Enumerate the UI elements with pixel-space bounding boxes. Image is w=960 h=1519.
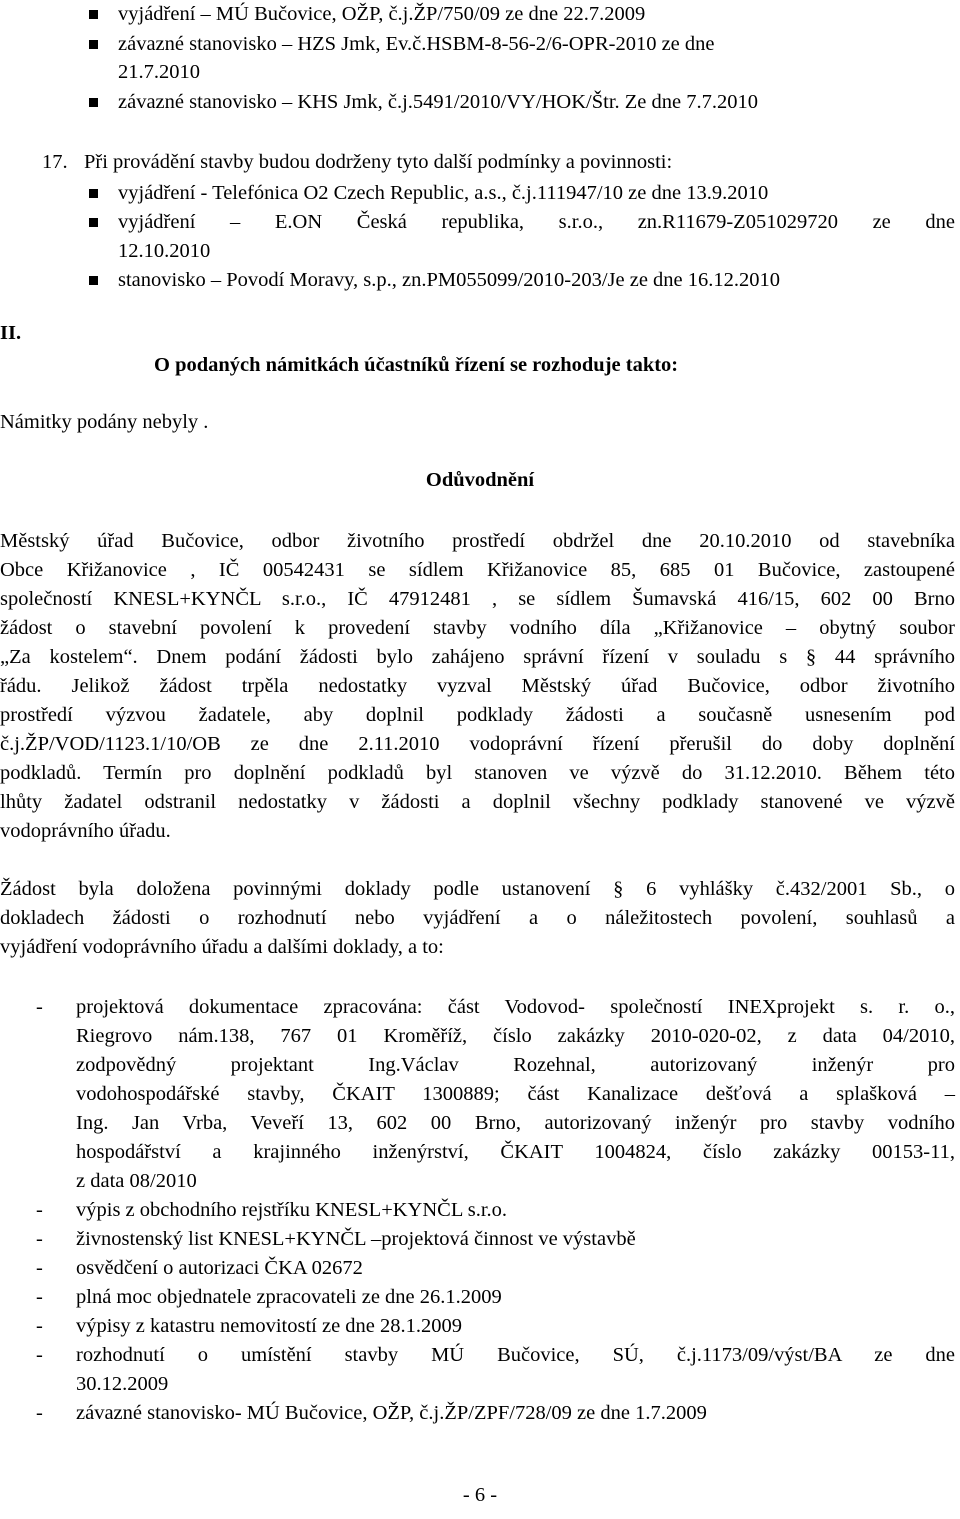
paragraph-line: č.j.ŽP/VOD/1123.1/10/OB ze dne 2.11.2010 vodoprávní řízení přerušil do doby doplnění <box>0 733 955 755</box>
bullet-item: vyjádření – E.ON Česká republika, s.r.o., zn.R11679-Z051029720 ze dne <box>118 211 955 233</box>
section-text: Námitky podány nebyly . <box>0 411 209 433</box>
paragraph-line: Obce Křižanovice , IČ 00542431 se sídlem Křižanovice 85, 685 01 Bučovice, zastoupené <box>0 559 955 581</box>
dash-marker: - <box>36 1257 43 1279</box>
bullet-item: vyjádření - Telefónica O2 Czech Republic, a.s., č.j.111947/10 ze dne 13.9.2010 <box>118 182 769 204</box>
item-number: 17. <box>42 151 68 173</box>
paragraph-line: řádu. Jelikož žádost trpěla nedostatky vyzval Městský úřad Bučovice, odbor životního <box>0 675 955 697</box>
bullet-square <box>89 40 98 49</box>
dash-marker: - <box>36 1228 43 1250</box>
dash-item-line: Ing. Jan Vrba, Veveří 13, 602 00 Brno, autorizovaný inženýr pro stavby vodního <box>76 1112 955 1134</box>
dash-item-line: rozhodnutí o umístění stavby MÚ Bučovice, SÚ, č.j.1173/09/výst/BA ze dne <box>76 1344 955 1366</box>
dash-marker: - <box>36 1344 43 1366</box>
paragraph-line: dokladech žádosti o rozhodnutí nebo vyjádření a o náležitostech povolení, souhlasů a <box>0 907 955 929</box>
bullet-square <box>89 218 98 227</box>
dash-item-line: výpisy z katastru nemovitostí ze dne 28.1.2009 <box>76 1315 463 1337</box>
paragraph-line: Žádost byla doložena povinnými doklady podle ustanovení § 6 vyhlášky č.432/2001 Sb., o <box>0 878 955 900</box>
paragraph-line: „Za kostelem“. Dnem podání žádosti bylo zahájeno správní řízení v souladu s § 44 správního <box>0 646 955 668</box>
dash-item-line: zodpovědný projektant Ing.Václav Rozehnal, autorizovaný inženýr pro <box>76 1054 955 1076</box>
dash-marker: - <box>36 996 43 1018</box>
dash-item-line: 30.12.2009 <box>76 1373 169 1395</box>
page-number: - 6 - <box>462 1484 498 1506</box>
bullet-item: závazné stanovisko – KHS Jmk, č.j.5491/2010/VY/HOK/Štr. Ze dne 7.7.2010 <box>118 91 758 113</box>
dash-item-line: Riegrovo nám.138, 767 01 Kroměříž, číslo zakázky 2010-020-02, z data 04/2010, <box>76 1025 955 1047</box>
paragraph-line: Městský úřad Bučovice, odbor životního prostředí obdržel dne 20.10.2010 od stavebníka <box>0 530 955 552</box>
paragraph-line: společností KNESL+KYNČL s.r.o., IČ 47912481 , se sídlem Šumavská 416/15, 602 00 Brno <box>0 588 955 610</box>
dash-item-line: osvědčení o autorizaci ČKA 02672 <box>76 1257 363 1279</box>
dash-item-line: živnostenský list KNESL+KYNČL –projektová činnost ve výstavbě <box>76 1228 636 1250</box>
item-text: Při provádění stavby budou dodrženy tyto další podmínky a povinnosti: <box>84 151 673 173</box>
bullet-item: závazné stanovisko – HZS Jmk, Ev.č.HSBM-8-56-2/6-OPR-2010 ze dne <box>118 33 715 55</box>
bullet-square <box>89 189 98 198</box>
dash-marker: - <box>36 1315 43 1337</box>
bullet-square <box>89 10 98 19</box>
bullet-item: vyjádření – MÚ Bučovice, OŽP, č.j.ŽP/750/09 ze dne 22.7.2009 <box>118 3 646 25</box>
section-heading: O podaných námitkách účastníků řízení se rozhoduje takto: <box>154 354 679 376</box>
bullet-item-continuation: 12.10.2010 <box>118 240 211 262</box>
dash-marker: - <box>36 1402 43 1424</box>
paragraph-line: lhůty žadatel odstranil nedostatky v žádosti a doplnil všechny podklady stanovené ve výzvě <box>0 791 955 813</box>
section-number: II. <box>0 322 22 344</box>
dash-item-line: projektová dokumentace zpracována: část Vodovod- společností INEXprojekt s. r. o., <box>76 996 955 1018</box>
bullet-square <box>89 98 98 107</box>
bullet-item-continuation: 21.7.2010 <box>118 61 200 83</box>
dash-item-line: plná moc objednatele zpracovateli ze dne 26.1.2009 <box>76 1286 502 1308</box>
paragraph-line: vodoprávního úřadu. <box>0 820 171 842</box>
paragraph-line: žádost o stavební povolení k provedení stavby vodního díla „Křižanovice – obytný soubor <box>0 617 955 639</box>
dash-item-line: z data 08/2010 <box>76 1170 197 1192</box>
dash-marker: - <box>36 1286 43 1308</box>
paragraph-line: prostředí výzvou žadatele, aby doplnil podklady žádosti a současně usnesením pod <box>0 704 955 726</box>
bullet-square <box>89 276 98 285</box>
bullet-item: stanovisko – Povodí Moravy, s.p., zn.PM055099/2010-203/Je ze dne 16.12.2010 <box>118 269 781 291</box>
paragraph-line: vyjádření vodoprávního úřadu a dalšími doklady, a to: <box>0 936 444 958</box>
reasoning-heading: Odůvodnění <box>425 469 535 491</box>
dash-marker: - <box>36 1199 43 1221</box>
dash-item-line: hospodářství a krajinného inženýrství, ČKAIT 1004824, číslo zakázky 00153-11, <box>76 1141 955 1163</box>
dash-item-line: vodohospodářské stavby, ČKAIT 1300889; část Kanalizace dešťová a splašková – <box>76 1083 955 1105</box>
dash-item-line: závazné stanovisko- MÚ Bučovice, OŽP, č.j.ŽP/ZPF/728/09 ze dne 1.7.2009 <box>76 1402 707 1424</box>
paragraph-line: podkladů. Termín pro doplnění podkladů byl stanoven ve výzvě do 31.12.2010. Během této <box>0 762 955 784</box>
dash-item-line: výpis z obchodního rejstříku KNESL+KYNČL s.r.o. <box>76 1199 508 1221</box>
